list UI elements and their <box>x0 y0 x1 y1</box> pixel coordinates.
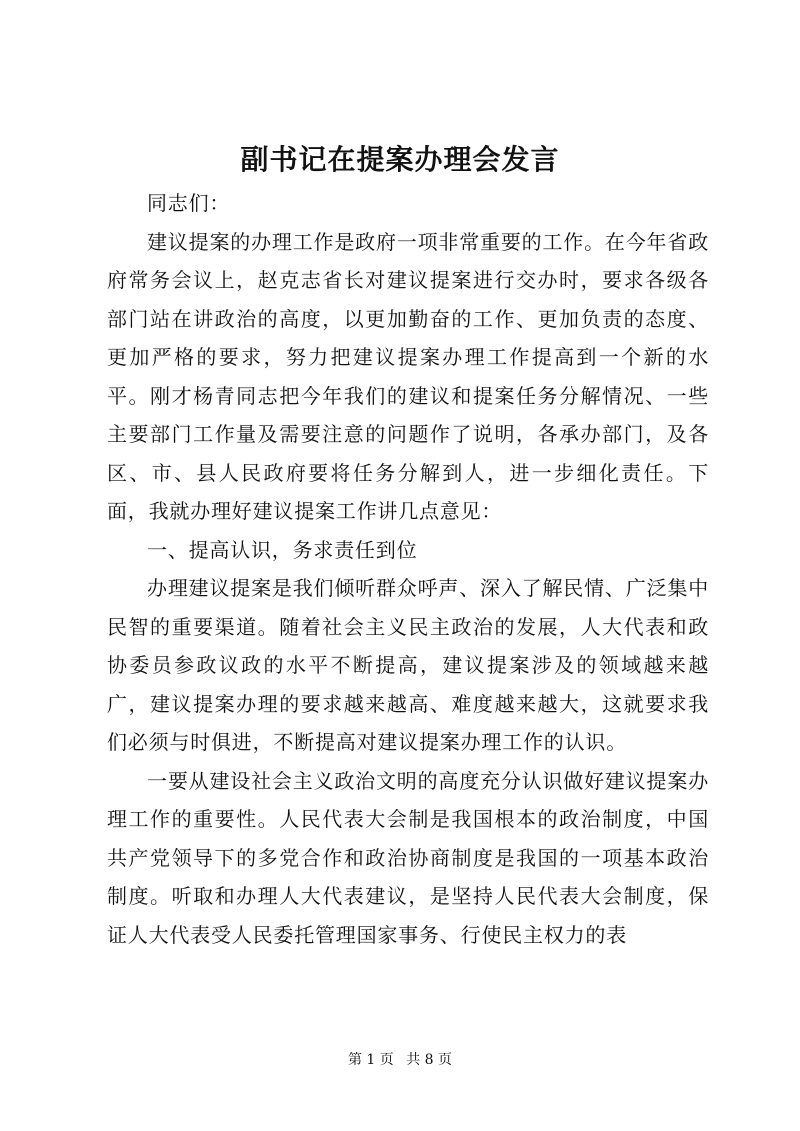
paragraph-point-1: 一要从建设社会主义政治文明的高度充分认识做好建议提案办理工作的重要性。人民代表大会制是我国根本的政治制度，中国共产党领导下的多党合作和政治协商制度是我国的一项基本政治制度。听取和办理人大代表建议，是坚持人民代表大会制度，保证人大代表受人民委托管理国家事务、行使民主权力的表 <box>107 768 709 947</box>
page-total: 共 8 页 <box>406 1052 453 1068</box>
paragraph-section-1: 办理建议提案是我们倾听群众呼声、深入了解民情、广泛集中民智的重要渠道。随着社会主义民主政治的发展，人大代表和政协委员参政议政的水平不断提高，建议提案涉及的领域越来越广，建议提案办理的要求越来越高、难度越来越大，这就要求我们必须与时俱进，不断提高对建议提案办理工作的认识。 <box>107 576 709 754</box>
paragraph-salutation: 同志们： <box>147 191 231 215</box>
document-body <box>107 184 709 954</box>
page-footer <box>0 1050 800 1070</box>
page-number: 第 1 页 <box>347 1052 394 1068</box>
paragraph-intro: 建议提案的办理工作是政府一项非常重要的工作。在今年省政府常务会议上，赵克志省长对建议提案进行交办时，要求各级各部门站在讲政治的高度，以更加勤奋的工作、更加负责的态度、更加严格的要求，努力把建议提案办理工作提高到一个新的水平。刚才杨青同志把今年我们的建议和提案任务分解情况、一些主要部门工作量及需要注意的问题作了说明，各承办部门，及各区、市、县人民政府要将任务分解到人，进一步细化责任。下面，我就办理好建议提案工作讲几点意见： <box>107 229 709 523</box>
document-title: 副书记在提案办理会发言 <box>240 143 560 176</box>
section-heading-1: 一、提高认识，务求责任到位 <box>147 537 418 562</box>
